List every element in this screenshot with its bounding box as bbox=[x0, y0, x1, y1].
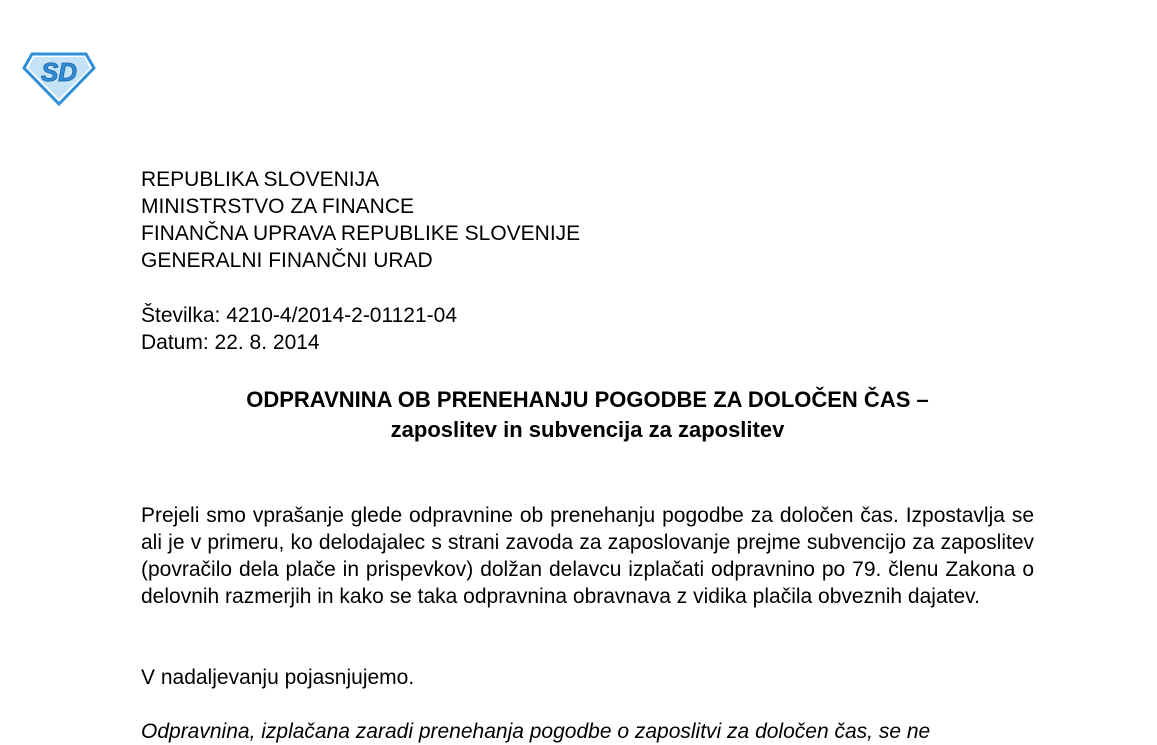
title-line-2: zaposlitev in subvencija za zaposlitev bbox=[390, 417, 785, 442]
sd-logo bbox=[22, 48, 96, 106]
title-line-1: ODPRAVNINA OB PRENEHANJU POGODBE ZA DOLOČEN ČAS – bbox=[246, 387, 929, 412]
org-line-ministry: MINISTRSTVO ZA FINANCE bbox=[141, 195, 415, 218]
org-line-republic: REPUBLIKA SLOVENIJA bbox=[141, 168, 380, 191]
document-number: Številka: 4210-4/2014-2-01121-04 bbox=[141, 304, 457, 327]
document-title bbox=[141, 385, 1034, 445]
document-date: Datum: 22. 8. 2014 bbox=[141, 331, 320, 354]
organization-block bbox=[141, 166, 580, 274]
logo-letters: SD bbox=[40, 57, 78, 87]
body-paragraph-question: Prejeli smo vprašanje glede odpravnine ob prenehanju pogodbe za določen čas. Izpostavlja se ali je v primeru, ko delodajalec s strani zavoda za zaposlovanje prejme subvencijo za zaposlitev (povračilo dela plače in prispevkov) dolžan delavcu izplačati odpravnino po 79. členu Zakona o delovnih razmerjih in kako se taka odpravnina obravnava z vidika plačila obveznih dajatev. bbox=[141, 504, 1034, 608]
body-paragraph-intro: V nadaljevanju pojasnjujemo. bbox=[141, 666, 415, 689]
body-paragraph-italic: Odpravnina, izplačana zaradi prenehanja pogodbe o zaposlitvi za določen čas, se ne bbox=[141, 720, 931, 743]
sd-logo-graphic bbox=[22, 48, 96, 106]
document-meta bbox=[141, 302, 457, 356]
org-line-office: GENERALNI FINANČNI URAD bbox=[141, 249, 433, 272]
org-line-administration: FINANČNA UPRAVA REPUBLIKE SLOVENIJE bbox=[141, 222, 581, 245]
